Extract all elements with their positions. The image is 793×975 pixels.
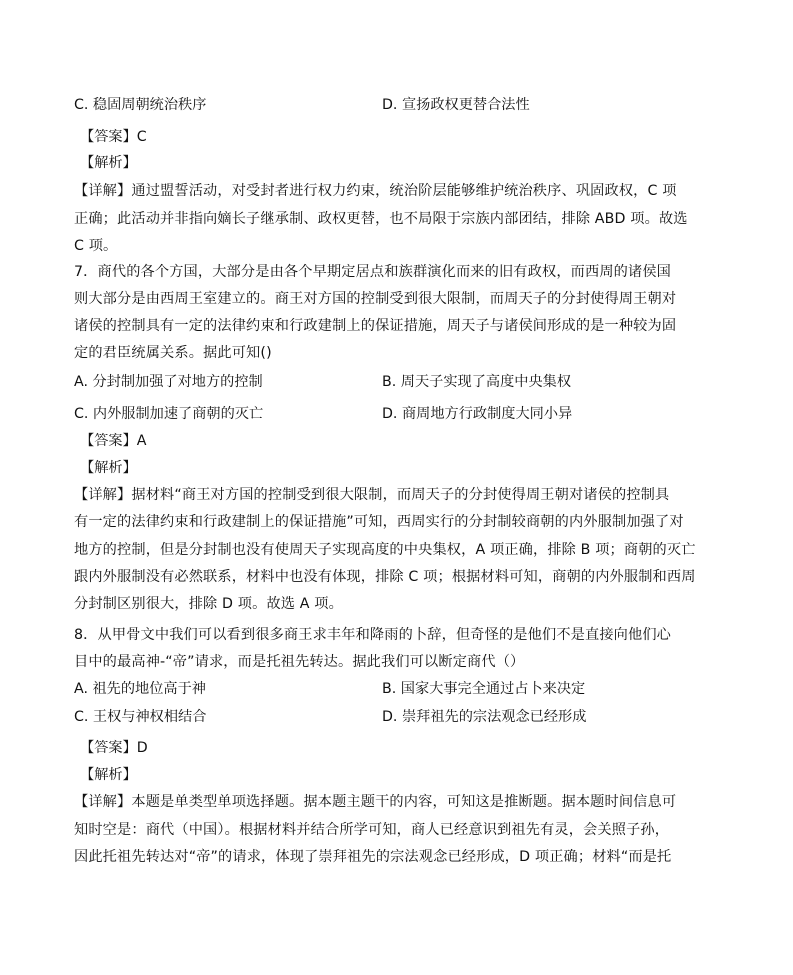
q7-detail-line-2: 有一定的法律约束和行政建制上的保证措施”可知，西周实行的分封制较商朝的内外服制加强了对: [74, 514, 684, 530]
q8-stem-line-1: 8．从甲骨文中我们可以看到很多商王求丰年和降雨的卜辞，但奇怪的是他们不是直接向他们心: [74, 627, 672, 643]
q8-answer: 【答案】D: [80, 740, 148, 756]
q6-option-d: D. 宣扬政权更替合法性: [382, 97, 530, 113]
q8-option-b: B. 国家大事完全通过占卜来决定: [382, 681, 586, 697]
q6-analysis-label: 【解析】: [80, 155, 137, 171]
q7-detail-line-4: 跟内外服制没有必然联系，材料中也没有体现，排除 C 项；根据材料可知，商朝的内外服制和西周: [74, 569, 696, 585]
q6-answer: 【答案】C: [80, 129, 147, 145]
q8-option-d: D. 崇拜祖先的宗法观念已经形成: [382, 709, 587, 725]
q7-stem-line-2: 则大部分是由西周王室建立的。商王对方国的控制受到很大限制，而周天子的分封使得周王朝对: [74, 291, 677, 307]
q7-analysis-label: 【解析】: [80, 460, 137, 476]
q7-stem-line-3: 诸侯的控制具有一定的法律约束和行政建制上的保证措施，周天子与诸侯间形成的是一种较为固: [74, 318, 677, 334]
q8-option-c: C. 王权与神权相结合: [74, 709, 207, 725]
q8-detail-line-3: 因此托祖先转达对“帝”的请求，体现了崇拜祖先的宗法观念已经形成，D 项正确；材料“而是托: [74, 849, 672, 865]
q7-detail-line-3: 地方的控制，但是分封制也没有使周天子实现高度的中央集权，A 项正确，排除 B 项；商朝的灭亡: [74, 542, 696, 558]
q6-option-c: C. 稳固周朝统治秩序: [74, 97, 207, 113]
q8-stem-line-2: 目中的最高神-“帝”请求，而是托祖先转达。据此我们可以断定商代（）: [74, 654, 525, 670]
q7-option-b: B. 周天子实现了高度中央集权: [382, 374, 572, 390]
q7-option-a: A. 分封制加强了对地方的控制: [74, 374, 263, 390]
q7-detail-line-1: 【详解】据材料“商王对方国的控制受到很大限制，而周天子的分封使得周王朝对诸侯的控制具: [74, 487, 670, 503]
q7-answer: 【答案】A: [80, 433, 147, 449]
q7-option-d: D. 商周地方行政制度大同小异: [382, 406, 573, 422]
q8-detail-line-2: 知时空是：商代（中国）。根据材料并结合所学可知，商人已经意识到祖先有灵，会关照子孙，: [74, 822, 670, 838]
q8-analysis-label: 【解析】: [80, 767, 137, 783]
q7-option-c: C. 内外服制加速了商朝的灭亡: [74, 406, 264, 422]
q7-stem-line-4: 定的君臣统属关系。据此可知(): [74, 345, 272, 361]
q6-detail-line-1: 【详解】通过盟誓活动，对受封者进行权力约束，统治阶层能够维护统治秩序、巩固政权，C 项: [74, 183, 677, 199]
q6-detail-line-3: C 项。: [74, 238, 118, 254]
q6-detail-line-2: 正确；此活动并非指向嫡长子继承制、政权更替，也不局限于宗族内部团结，排除 ABD 项。故选: [74, 211, 688, 227]
q8-option-a: A. 祖先的地位高于神: [74, 681, 206, 697]
q7-detail-line-5: 分封制区别很大，排除 D 项。故选 A 项。: [74, 596, 343, 612]
q7-stem-line-1: 7．商代的各个方国，大部分是由各个早期定居点和族群演化而来的旧有政权，而西周的诸侯国: [74, 264, 672, 280]
q8-detail-line-1: 【详解】本题是单类型单项选择题。据本题主题干的内容，可知这是推断题。据本题时间信息可: [74, 794, 677, 810]
